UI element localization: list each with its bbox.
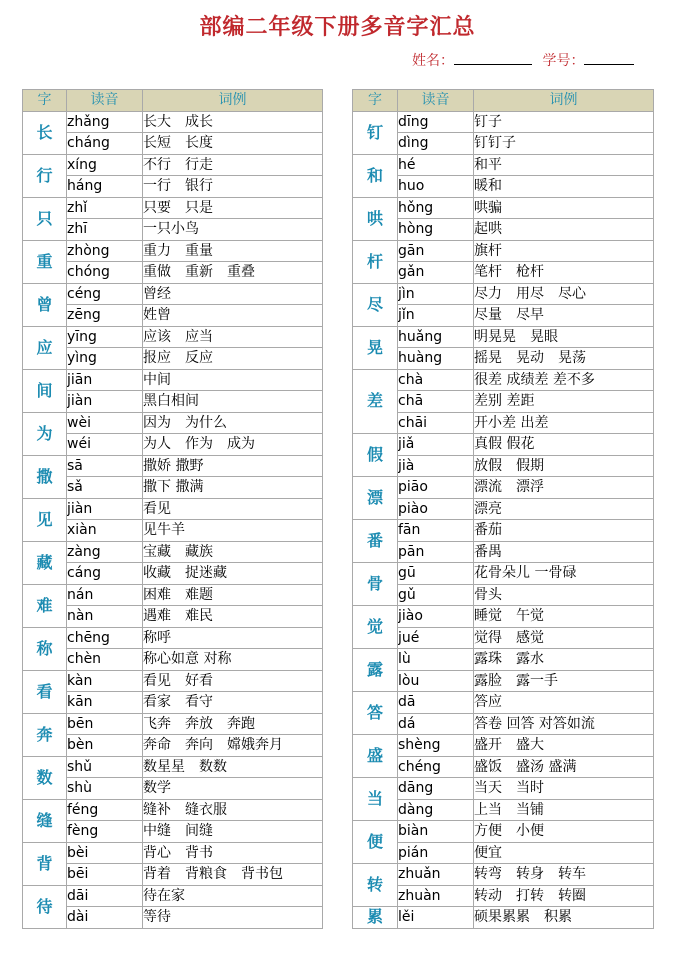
character-cell: 当 [353, 778, 398, 821]
table-row [353, 606, 654, 628]
pinyin-cell: chēng [67, 627, 143, 649]
pinyin-cell: zhī [67, 219, 143, 241]
character-cell: 盛 [353, 735, 398, 778]
pinyin-cell: sā [67, 455, 143, 477]
table-row [23, 176, 323, 198]
table-row [23, 219, 323, 241]
example-words-cell: 奔命 奔向 嫦娥奔月 [143, 735, 323, 757]
pinyin-cell: fèng [67, 821, 143, 843]
example-words-cell: 钉子 [474, 111, 654, 133]
table-row [353, 305, 654, 327]
table-row [23, 111, 323, 133]
pinyin-cell: pān [398, 541, 474, 563]
pinyin-cell: zàng [67, 541, 143, 563]
table-row [353, 864, 654, 886]
pinyin-cell: shèng [398, 735, 474, 757]
table-row [353, 197, 654, 219]
pinyin-cell: huàng [398, 348, 474, 370]
character-cell: 缝 [23, 799, 67, 842]
pinyin-cell: gū [398, 563, 474, 585]
pinyin-cell: kàn [67, 670, 143, 692]
table-row [23, 197, 323, 219]
pinyin-cell: zēng [67, 305, 143, 327]
table-row [353, 735, 654, 757]
name-label: 姓名： [412, 53, 454, 69]
pinyin-cell: lòu [398, 670, 474, 692]
character-cell: 重 [23, 240, 67, 283]
example-words-cell: 只要 只是 [143, 197, 323, 219]
example-words-cell: 摇晃 晃动 晃荡 [474, 348, 654, 370]
table-row [353, 219, 654, 241]
id-blank-line[interactable] [584, 52, 634, 65]
table-row [353, 434, 654, 456]
example-words-cell: 旗杆 [474, 240, 654, 262]
character-cell: 奔 [23, 713, 67, 756]
table-row [353, 283, 654, 305]
pinyin-cell: chà [398, 369, 474, 391]
example-words-cell: 起哄 [474, 219, 654, 241]
example-words-cell: 看见 [143, 498, 323, 520]
pinyin-cell: zhuǎn [398, 864, 474, 886]
header-char: 字 [23, 90, 67, 112]
character-cell: 只 [23, 197, 67, 240]
example-words-cell: 称呼 [143, 627, 323, 649]
character-cell: 漂 [353, 477, 398, 520]
table-row [353, 348, 654, 370]
table-row [353, 563, 654, 585]
pinyin-cell: yìng [67, 348, 143, 370]
table-row [23, 541, 323, 563]
example-words-cell: 笔杆 枪杆 [474, 262, 654, 284]
example-words-cell: 因为 为什么 [143, 412, 323, 434]
pinyin-cell: xiàn [67, 520, 143, 542]
character-cell: 撒 [23, 455, 67, 498]
example-words-cell: 一行 银行 [143, 176, 323, 198]
pinyin-cell: chóng [67, 262, 143, 284]
pinyin-cell: dāi [67, 885, 143, 907]
table-row [23, 735, 323, 757]
character-cell: 待 [23, 885, 67, 928]
pinyin-cell: zhǐ [67, 197, 143, 219]
example-words-cell: 黑白相间 [143, 391, 323, 413]
pinyin-cell: chéng [398, 756, 474, 778]
table-row [23, 326, 323, 348]
pinyin-cell: jìn [398, 283, 474, 305]
table-row [353, 154, 654, 176]
right-table [352, 89, 654, 929]
example-words-cell: 数学 [143, 778, 323, 800]
character-cell: 难 [23, 584, 67, 627]
character-cell: 应 [23, 326, 67, 369]
character-cell: 曾 [23, 283, 67, 326]
example-words-cell: 很差 成绩差 差不多 [474, 369, 654, 391]
header-examples: 词例 [143, 90, 323, 112]
example-words-cell: 等待 [143, 907, 323, 929]
example-words-cell: 长短 长度 [143, 133, 323, 155]
table-row [353, 907, 654, 929]
example-words-cell: 中间 [143, 369, 323, 391]
table-row [23, 498, 323, 520]
pinyin-cell: dài [67, 907, 143, 929]
table-row [353, 240, 654, 262]
table-row [353, 885, 654, 907]
pinyin-cell: jué [398, 627, 474, 649]
pinyin-cell: céng [67, 283, 143, 305]
example-words-cell: 漂流 漂浮 [474, 477, 654, 499]
table-row [353, 326, 654, 348]
table-row [23, 262, 323, 284]
pinyin-cell: chāi [398, 412, 474, 434]
pinyin-cell: hǒng [398, 197, 474, 219]
pinyin-cell: gǎn [398, 262, 474, 284]
example-words-cell: 撒娇 撒野 [143, 455, 323, 477]
pinyin-cell: wèi [67, 412, 143, 434]
character-cell: 长 [23, 111, 67, 154]
left-table [22, 89, 323, 929]
pinyin-cell: wéi [67, 434, 143, 456]
header-reading: 读音 [398, 90, 474, 112]
pinyin-cell: dá [398, 713, 474, 735]
pinyin-cell: zhǎng [67, 111, 143, 133]
example-words-cell: 姓曾 [143, 305, 323, 327]
id-label: 学号： [542, 53, 585, 69]
table-row [353, 412, 654, 434]
character-cell: 露 [353, 649, 398, 692]
character-cell: 杆 [353, 240, 398, 283]
pinyin-cell: chèn [67, 649, 143, 671]
character-cell: 骨 [353, 563, 398, 606]
table-row [23, 434, 323, 456]
table-row [23, 778, 323, 800]
example-words-cell: 缝补 缝衣服 [143, 799, 323, 821]
table-row [353, 756, 654, 778]
example-words-cell: 开小差 出差 [474, 412, 654, 434]
table-row [23, 627, 323, 649]
pinyin-cell: jǐn [398, 305, 474, 327]
example-words-cell: 哄骗 [474, 197, 654, 219]
table-row [23, 842, 323, 864]
pinyin-cell: bēi [67, 864, 143, 886]
table-row [23, 348, 323, 370]
example-words-cell: 尽量 尽早 [474, 305, 654, 327]
example-words-cell: 背心 背书 [143, 842, 323, 864]
example-words-cell: 待在家 [143, 885, 323, 907]
example-words-cell: 曾经 [143, 283, 323, 305]
pinyin-cell: jiān [67, 369, 143, 391]
pinyin-cell: gān [398, 240, 474, 262]
character-cell: 行 [23, 154, 67, 197]
page-title: 部编二年级下册多音字汇总 [199, 15, 476, 40]
table-row [23, 821, 323, 843]
pinyin-cell: jiǎ [398, 434, 474, 456]
table-row [23, 756, 323, 778]
table-row [23, 520, 323, 542]
table-row [23, 154, 323, 176]
pinyin-cell: cháng [67, 133, 143, 155]
table-row [353, 133, 654, 155]
character-cell: 称 [23, 627, 67, 670]
table-row [353, 649, 654, 671]
example-words-cell: 遇难 难民 [143, 606, 323, 628]
example-words-cell: 露脸 露一手 [474, 670, 654, 692]
character-cell: 数 [23, 756, 67, 799]
example-words-cell: 转动 打转 转圈 [474, 885, 654, 907]
table-row [353, 455, 654, 477]
pinyin-cell: zhuàn [398, 885, 474, 907]
student-info [412, 50, 634, 70]
pinyin-cell: zhòng [67, 240, 143, 262]
example-words-cell: 暖和 [474, 176, 654, 198]
pinyin-cell: háng [67, 176, 143, 198]
example-words-cell: 番禺 [474, 541, 654, 563]
pinyin-cell: hòng [398, 219, 474, 241]
table-row [23, 391, 323, 413]
example-words-cell: 放假 假期 [474, 455, 654, 477]
example-words-cell: 应该 应当 [143, 326, 323, 348]
pinyin-cell: lěi [398, 907, 474, 929]
table-row [353, 670, 654, 692]
example-words-cell: 当天 当时 [474, 778, 654, 800]
example-words-cell: 睡觉 午觉 [474, 606, 654, 628]
example-words-cell: 差别 差距 [474, 391, 654, 413]
table-row [353, 842, 654, 864]
table-row [353, 262, 654, 284]
header-examples: 词例 [474, 90, 654, 112]
example-words-cell: 便宜 [474, 842, 654, 864]
pinyin-cell: dāng [398, 778, 474, 800]
pinyin-cell: xíng [67, 154, 143, 176]
pinyin-cell: huǎng [398, 326, 474, 348]
pinyin-cell: nán [67, 584, 143, 606]
pinyin-cell: piào [398, 498, 474, 520]
example-words-cell: 硕果累累 积累 [474, 907, 654, 929]
example-words-cell: 骨头 [474, 584, 654, 606]
header-row [23, 90, 323, 112]
table-row [353, 391, 654, 413]
example-words-cell: 钉钉子 [474, 133, 654, 155]
character-cell: 和 [353, 154, 398, 197]
example-words-cell: 不行 行走 [143, 154, 323, 176]
example-words-cell: 飞奔 奔放 奔跑 [143, 713, 323, 735]
example-words-cell: 看家 看守 [143, 692, 323, 714]
pinyin-cell: bēn [67, 713, 143, 735]
example-words-cell: 答应 [474, 692, 654, 714]
character-cell: 藏 [23, 541, 67, 584]
example-words-cell: 重做 重新 重叠 [143, 262, 323, 284]
example-words-cell: 撒下 撒满 [143, 477, 323, 499]
pinyin-cell: dīng [398, 111, 474, 133]
table-row [353, 176, 654, 198]
pinyin-cell: fān [398, 520, 474, 542]
pinyin-cell: jiào [398, 606, 474, 628]
table-row [23, 713, 323, 735]
example-words-cell: 数星星 数数 [143, 756, 323, 778]
example-words-cell: 番茄 [474, 520, 654, 542]
example-words-cell: 中缝 间缝 [143, 821, 323, 843]
pinyin-cell: jiàn [67, 498, 143, 520]
character-cell: 累 [353, 907, 398, 929]
table-row [353, 498, 654, 520]
table-row [353, 520, 654, 542]
table-row [23, 369, 323, 391]
example-words-cell: 上当 当铺 [474, 799, 654, 821]
example-words-cell: 方便 小便 [474, 821, 654, 843]
header-char: 字 [353, 90, 398, 112]
example-words-cell: 收藏 捉迷藏 [143, 563, 323, 585]
character-cell: 便 [353, 821, 398, 864]
character-cell: 看 [23, 670, 67, 713]
pinyin-cell: biàn [398, 821, 474, 843]
example-words-cell: 报应 反应 [143, 348, 323, 370]
character-cell: 觉 [353, 606, 398, 649]
character-cell: 哄 [353, 197, 398, 240]
table-row [23, 584, 323, 606]
example-words-cell: 真假 假花 [474, 434, 654, 456]
example-words-cell: 长大 成长 [143, 111, 323, 133]
pinyin-cell: chā [398, 391, 474, 413]
pinyin-cell: dìng [398, 133, 474, 155]
table-row [353, 111, 654, 133]
example-words-cell: 盛开 盛大 [474, 735, 654, 757]
example-words-cell: 漂亮 [474, 498, 654, 520]
example-words-cell: 觉得 感觉 [474, 627, 654, 649]
character-cell: 答 [353, 692, 398, 735]
table-row [23, 692, 323, 714]
table-row [23, 477, 323, 499]
character-cell: 转 [353, 864, 398, 907]
pinyin-cell: piāo [398, 477, 474, 499]
example-words-cell: 为人 作为 成为 [143, 434, 323, 456]
example-words-cell: 背着 背粮食 背书包 [143, 864, 323, 886]
pinyin-cell: bèn [67, 735, 143, 757]
table-row [23, 240, 323, 262]
example-words-cell: 称心如意 对称 [143, 649, 323, 671]
table-row [353, 541, 654, 563]
pinyin-cell: jiàn [67, 391, 143, 413]
character-cell: 差 [353, 369, 398, 434]
character-cell: 假 [353, 434, 398, 477]
pinyin-cell: shǔ [67, 756, 143, 778]
pinyin-cell: huo [398, 176, 474, 198]
pinyin-cell: shù [67, 778, 143, 800]
character-cell: 钉 [353, 111, 398, 154]
table-row [23, 885, 323, 907]
table-row [353, 369, 654, 391]
table-row [23, 799, 323, 821]
character-cell: 间 [23, 369, 67, 412]
example-words-cell: 答卷 回答 对答如流 [474, 713, 654, 735]
example-words-cell: 露珠 露水 [474, 649, 654, 671]
pinyin-cell: dā [398, 692, 474, 714]
pinyin-cell: pián [398, 842, 474, 864]
example-words-cell: 尽力 用尽 尽心 [474, 283, 654, 305]
character-cell: 晃 [353, 326, 398, 369]
pinyin-cell: jià [398, 455, 474, 477]
pinyin-cell: bèi [67, 842, 143, 864]
example-words-cell: 宝藏 藏族 [143, 541, 323, 563]
table-row [23, 563, 323, 585]
character-cell: 尽 [353, 283, 398, 326]
table-row [23, 907, 323, 929]
table-row [23, 412, 323, 434]
table-row [353, 799, 654, 821]
pinyin-cell: kān [67, 692, 143, 714]
table-row [23, 864, 323, 886]
header-reading: 读音 [67, 90, 143, 112]
example-words-cell: 盛饭 盛汤 盛满 [474, 756, 654, 778]
character-cell: 番 [353, 520, 398, 563]
character-cell: 见 [23, 498, 67, 541]
table-row [353, 713, 654, 735]
example-words-cell: 困难 难题 [143, 584, 323, 606]
table-row [353, 821, 654, 843]
header-row [353, 90, 654, 112]
character-cell: 背 [23, 842, 67, 885]
example-words-cell: 和平 [474, 154, 654, 176]
pinyin-cell: sǎ [67, 477, 143, 499]
table-row [23, 305, 323, 327]
pinyin-cell: féng [67, 799, 143, 821]
pinyin-cell: cáng [67, 563, 143, 585]
pinyin-cell: hé [398, 154, 474, 176]
table-row [23, 649, 323, 671]
pinyin-cell: yīng [67, 326, 143, 348]
example-words-cell: 花骨朵儿 一骨碌 [474, 563, 654, 585]
table-row [353, 584, 654, 606]
table-row [353, 778, 654, 800]
name-blank-line[interactable] [454, 52, 532, 65]
table-row [353, 477, 654, 499]
table-row [23, 455, 323, 477]
pinyin-cell: lù [398, 649, 474, 671]
pinyin-cell: gǔ [398, 584, 474, 606]
table-row [23, 133, 323, 155]
pinyin-cell: nàn [67, 606, 143, 628]
pinyin-cell: dàng [398, 799, 474, 821]
table-row [353, 692, 654, 714]
table-row [353, 627, 654, 649]
example-words-cell: 明晃晃 晃眼 [474, 326, 654, 348]
example-words-cell: 转弯 转身 转车 [474, 864, 654, 886]
example-words-cell: 一只小鸟 [143, 219, 323, 241]
example-words-cell: 看见 好看 [143, 670, 323, 692]
example-words-cell: 见牛羊 [143, 520, 323, 542]
example-words-cell: 重力 重量 [143, 240, 323, 262]
character-cell: 为 [23, 412, 67, 455]
table-row [23, 670, 323, 692]
table-row [23, 283, 323, 305]
table-row [23, 606, 323, 628]
